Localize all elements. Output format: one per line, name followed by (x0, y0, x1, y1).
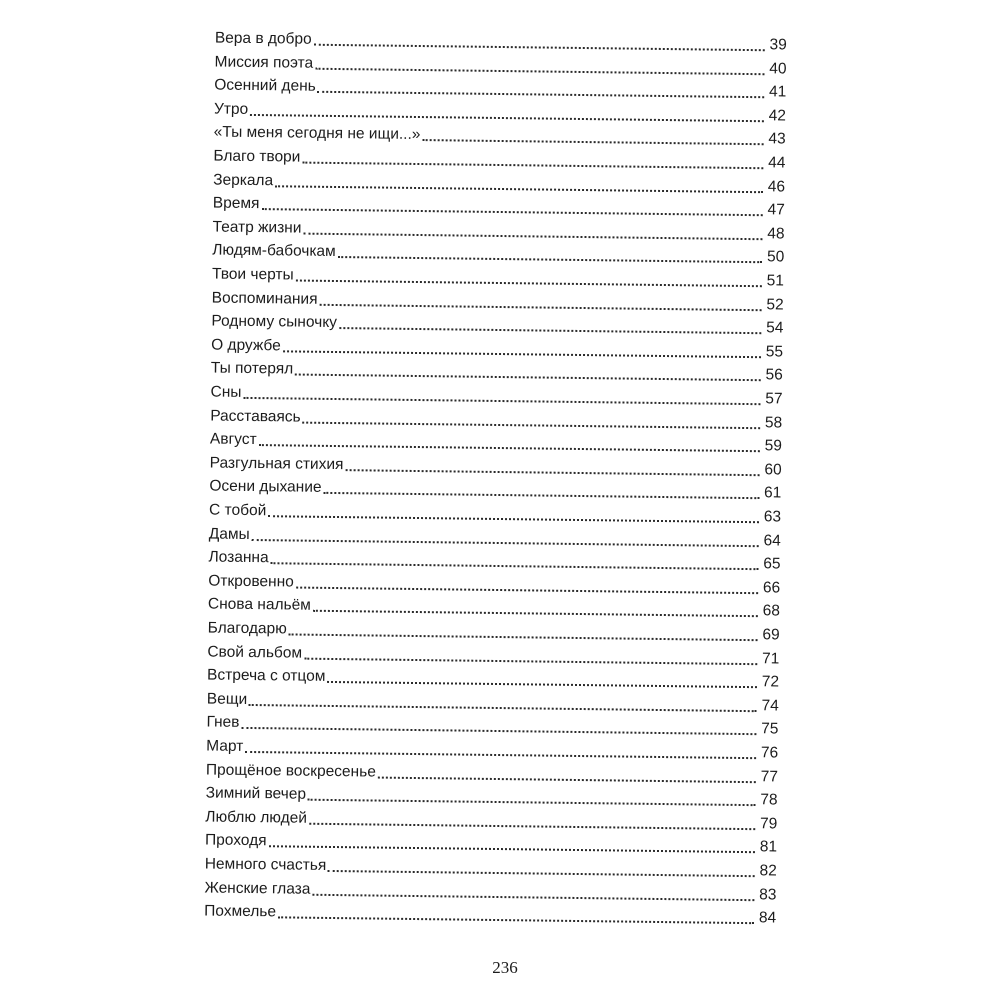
toc-entry-title: С тобой (209, 501, 267, 520)
table-of-contents (204, 27, 787, 974)
dot-leader (252, 539, 759, 547)
page-number: 236 (492, 958, 518, 977)
toc-entry-page: 39 (769, 36, 787, 54)
toc-entry-page: 74 (761, 697, 779, 715)
toc-entry-title: Лозанна (208, 548, 269, 567)
toc-entry-page: 46 (767, 177, 786, 196)
dot-leader (315, 67, 764, 74)
toc-entry-title: Немного счастья (204, 855, 327, 874)
toc-entry-page: 55 (765, 343, 784, 361)
dot-leader (243, 397, 760, 405)
dot-leader (278, 917, 754, 925)
toc-entry-title: Театр жизни (212, 218, 302, 237)
toc-entry-title: Родному сыночку (211, 312, 338, 332)
dot-leader (261, 208, 762, 216)
toc-entry-page: 59 (764, 437, 783, 455)
toc-entry-title: Людям-бабочкам (212, 241, 336, 261)
dot-leader (289, 633, 758, 641)
toc-entry-page: 69 (762, 626, 780, 644)
toc-entry-title: Зеркала (213, 171, 274, 189)
toc-entry-page: 72 (761, 673, 780, 691)
dot-leader (295, 374, 761, 382)
toc-entry-page: 65 (763, 555, 781, 573)
toc-entry-title: Женские глаза (204, 879, 311, 898)
toc-entry-title: Разгульная стихия (209, 454, 344, 473)
dot-leader (269, 846, 755, 854)
dot-leader (268, 515, 759, 523)
dot-leader (345, 469, 759, 476)
toc-entry-title: Сны (210, 383, 242, 401)
toc-entry-title: Дамы (208, 525, 250, 543)
dot-leader (309, 823, 755, 830)
dot-leader (296, 280, 762, 288)
toc-entry-page: 40 (769, 59, 787, 78)
toc-entry-title: О дружбе (211, 336, 281, 355)
toc-entry-title: Март (206, 737, 244, 755)
dot-leader (241, 727, 756, 735)
toc-entry-page: 54 (766, 319, 784, 337)
toc-entry-page: 64 (763, 531, 781, 550)
dot-leader (323, 492, 759, 499)
dot-leader (259, 444, 760, 452)
toc-entry-title: Утро (213, 100, 249, 118)
toc-entry-title: Осенний день (214, 76, 316, 95)
dot-leader (422, 139, 763, 145)
dot-leader (339, 327, 761, 334)
toc-entry-page: 66 (762, 579, 781, 597)
dot-leader (319, 303, 761, 310)
toc-entry-page: 82 (759, 862, 777, 880)
dot-leader (302, 162, 763, 170)
dot-leader (296, 586, 758, 594)
toc-entry-page: 56 (765, 366, 783, 384)
dot-leader (250, 114, 764, 122)
toc-entry-page: 76 (760, 744, 779, 762)
toc-entry-page: 47 (767, 201, 785, 219)
toc-entry-page: 42 (768, 107, 787, 125)
toc-entry-page: 77 (760, 767, 779, 786)
toc-entry-page: 81 (759, 838, 778, 856)
toc-entry-page: 83 (759, 885, 777, 904)
dot-leader (318, 91, 765, 98)
toc-entry-title: Снова нальём (207, 595, 311, 615)
toc-entry-title: Люблю людей (205, 808, 308, 827)
toc-entry-title: Расставаясь (210, 407, 301, 426)
toc-entry-title: Зимний вечер (205, 784, 307, 803)
dot-leader (283, 350, 761, 358)
toc-entry-page: 84 (758, 909, 777, 927)
toc-entry-title: Встреча с отцом (206, 666, 326, 686)
toc-entry-page: 63 (763, 508, 782, 526)
toc-entry-title: Свой альбом (207, 643, 303, 662)
toc-entry-page: 41 (768, 83, 787, 101)
dot-leader (308, 799, 756, 806)
toc-entry-title: Твои черты (211, 265, 294, 284)
toc-entry-page: 79 (759, 815, 778, 833)
toc-entry-page: 75 (761, 720, 779, 738)
toc-entry-page: 44 (768, 154, 786, 172)
toc-entry-title: Вера в добро (214, 29, 312, 48)
toc-entry-page: 68 (762, 602, 781, 620)
toc-entry-title: Похмелье (204, 902, 277, 921)
dot-leader (303, 421, 761, 429)
toc-entry-title: Благодарю (207, 619, 287, 638)
dot-leader (378, 776, 756, 783)
toc-entry-page: 61 (764, 484, 782, 502)
toc-entry-title: Осени дыхание (209, 477, 322, 497)
toc-entry-title: Вещи (206, 690, 248, 708)
toc-entry-title: Ты потерял (210, 359, 294, 378)
toc-entry-page: 58 (764, 413, 783, 432)
toc-entry-title: Миссия поэта (214, 53, 314, 72)
toc-entry-title: Гнев (206, 713, 240, 732)
toc-entry-page: 60 (764, 461, 782, 479)
toc-entry-page: 48 (767, 225, 785, 243)
dot-leader (338, 256, 762, 263)
toc-entry-title: Проходя (204, 831, 267, 850)
dot-leader (314, 44, 765, 52)
toc-entry-page: 43 (768, 130, 786, 148)
dot-leader (245, 751, 756, 759)
toc-entry-page: 50 (766, 248, 785, 266)
toc-entry-title: Откровенно (208, 572, 294, 591)
toc-entry-title: Время (212, 194, 260, 213)
toc-entry-title: «Ты меня сегодня не ищи...» (213, 123, 421, 144)
dot-leader (327, 681, 757, 688)
toc-entry-title: Август (209, 430, 257, 449)
dot-leader (313, 610, 758, 617)
toc-entry-page: 78 (760, 791, 778, 809)
dot-leader (312, 893, 754, 900)
toc-entry-page: 71 (761, 649, 780, 668)
dot-leader (271, 562, 759, 570)
toc-entry-title: Благо твори (213, 147, 301, 166)
toc-entry-page: 57 (765, 390, 783, 408)
dot-leader (275, 185, 763, 193)
toc-entry-page: 52 (766, 295, 784, 314)
dot-leader (304, 657, 757, 665)
toc-entry-title: Прощёное воскресенье (205, 761, 376, 781)
toc-entry-page: 51 (766, 272, 785, 290)
toc-entry-title: Воспоминания (211, 289, 318, 308)
dot-leader (249, 704, 757, 712)
dot-leader (328, 870, 755, 877)
dot-leader (303, 232, 762, 240)
